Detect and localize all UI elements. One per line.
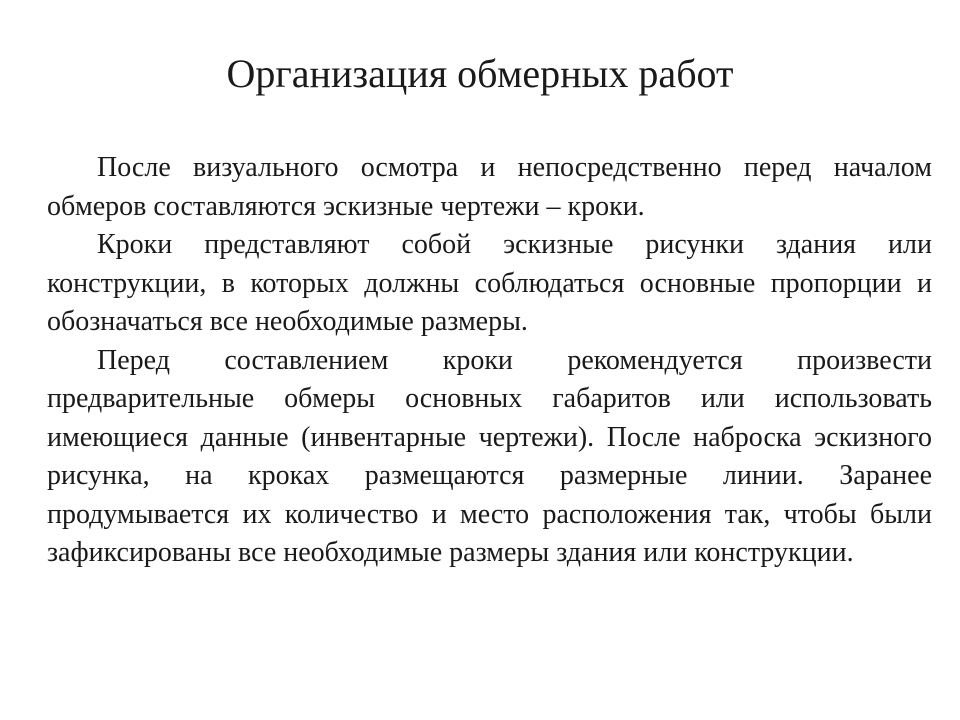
paragraph-sketch-drawings: После визуального осмотра и непосредственно перед началом обмеров составляются эскизные чертежи – кроки. — [47, 152, 932, 222]
slide-title: Организация обмерных работ — [226, 51, 734, 96]
paragraph-kroki-definition: Кроки представляют собой эскизные рисунки здания или конструкции, в которых должны соблюдаться основные пропорции и обозначаться все необходимые размеры. — [47, 229, 932, 337]
slide-body — [47, 149, 932, 573]
paragraph-preliminary-measurements: Перед составлением кроки рекомендуется произвести предварительные обмеры основных габаритов или использовать имеющиеся данные (инвентарные чертежи). После наброска эскизного рисунка, на кроках размещаются размерные линии. Заранее продумывается их количество и место расположения так, чтобы были зафиксированы все необходимые размеры здания или конструкции. — [47, 344, 932, 568]
